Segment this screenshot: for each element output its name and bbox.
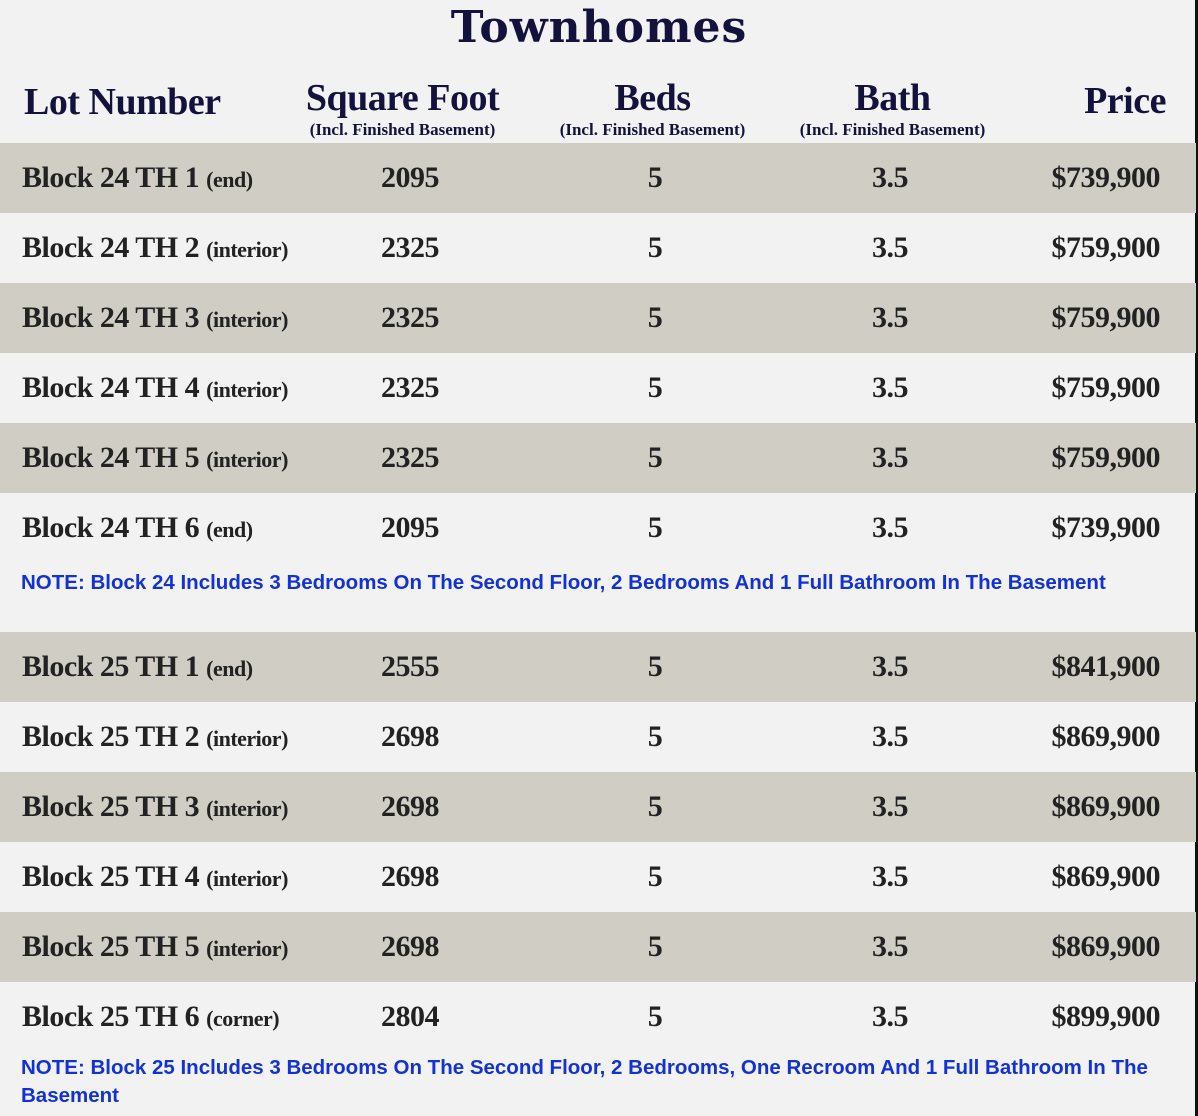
lot-number: Block 25 TH 4 [22,860,200,893]
table-row [0,632,1196,702]
lot-type: (interior) [206,237,288,262]
lot-cell [22,772,288,842]
beds-cell: 5 [647,231,663,264]
header-bath-sub: (Incl. Finished Basement) [799,120,986,139]
table-row [0,702,1196,772]
bath-cell: 3.5 [872,371,908,404]
price-cell: $869,900 [1051,720,1160,753]
lot-cell [22,842,288,912]
beds-cell: 5 [647,930,663,963]
table-row [0,982,1196,1052]
sqft-cell: 2325 [381,301,439,334]
lot-type: (interior) [206,866,288,891]
sqft-cell: 2804 [381,1000,439,1033]
lot-type: (end) [206,167,253,192]
lot-number: Block 24 TH 3 [22,301,200,334]
beds-cell: 5 [647,511,663,544]
lot-cell [22,702,288,772]
bath-cell: 3.5 [872,930,908,963]
lot-cell [22,982,279,1052]
lot-type: (interior) [206,307,288,332]
table-row [0,423,1196,493]
beds-cell: 5 [647,860,663,893]
price-cell: $759,900 [1051,371,1160,404]
header-lot-number [24,80,221,124]
price-cell: $899,900 [1051,1000,1160,1033]
header-square-foot [280,76,525,140]
lot-type: (end) [206,517,253,542]
lot-number: Block 25 TH 6 [22,1000,200,1033]
lot-cell [22,912,288,982]
lot-number: Block 24 TH 6 [22,511,200,544]
price-cell: $759,900 [1051,441,1160,474]
bath-cell: 3.5 [872,231,908,264]
lot-type: (interior) [206,447,288,472]
lot-number: Block 24 TH 1 [22,161,200,194]
header-square-foot-sub: (Incl. Finished Basement) [309,120,496,139]
block-25-note: NOTE: Block 25 Includes 3 Bedrooms On The Second Floor, 2 Bedrooms, One Recroom And 1 Full Bathroom In The Basement [21,1056,1148,1107]
lot-number: Block 24 TH 4 [22,371,200,404]
bath-cell: 3.5 [872,720,908,753]
header-lot-number-label: Lot Number [24,81,221,123]
header-square-foot-label: Square Foot [305,77,500,119]
sqft-cell: 2698 [381,860,439,893]
header-beds [535,76,770,140]
table-row [0,353,1196,423]
lot-cell [22,353,288,423]
lot-cell [22,632,253,702]
header-bath [775,76,1010,140]
lot-type: (interior) [206,936,288,961]
header-beds-label: Beds [614,77,691,119]
table-row [0,143,1196,213]
sqft-cell: 2555 [381,650,439,683]
lot-type: (interior) [206,377,288,402]
price-cell: $739,900 [1051,161,1160,194]
lot-number: Block 25 TH 2 [22,720,200,753]
beds-cell: 5 [647,720,663,753]
lot-number: Block 25 TH 5 [22,930,200,963]
lot-cell [22,493,253,563]
beds-cell: 5 [647,650,663,683]
lot-type: (interior) [206,796,288,821]
price-cell: $869,900 [1051,860,1160,893]
table-row [0,283,1196,353]
table-row [0,772,1196,842]
table-row [0,493,1196,563]
beds-cell: 5 [647,161,663,194]
page-title: Townhomes [450,2,748,53]
bath-cell: 3.5 [872,301,908,334]
price-cell: $841,900 [1051,650,1160,683]
lot-cell [22,423,288,493]
bath-cell: 3.5 [872,790,908,823]
sqft-cell: 2325 [381,441,439,474]
lot-type: (interior) [206,726,288,751]
lot-cell [22,143,253,213]
sqft-cell: 2325 [381,371,439,404]
lot-number: Block 25 TH 3 [22,790,200,823]
beds-cell: 5 [647,371,663,404]
header-beds-sub: (Incl. Finished Basement) [559,120,746,139]
sqft-cell: 2325 [381,231,439,264]
table-row [0,213,1196,283]
bath-cell: 3.5 [872,161,908,194]
beds-cell: 5 [647,301,663,334]
price-cell: $759,900 [1051,231,1160,264]
lot-cell [22,213,288,283]
sqft-cell: 2698 [381,790,439,823]
table-row [0,842,1196,912]
lot-cell [22,283,288,353]
bath-cell: 3.5 [872,441,908,474]
table-row [0,912,1196,982]
header-bath-label: Bath [854,77,931,119]
beds-cell: 5 [647,1000,663,1033]
bath-cell: 3.5 [872,650,908,683]
sqft-cell: 2698 [381,720,439,753]
price-cell: $759,900 [1051,301,1160,334]
header-price-label: Price [1084,80,1166,122]
bath-cell: 3.5 [872,860,908,893]
sqft-cell: 2095 [381,161,439,194]
lot-type: (corner) [206,1006,280,1031]
lot-number: Block 25 TH 1 [22,650,200,683]
beds-cell: 5 [647,441,663,474]
lot-type: (end) [206,656,253,681]
header-price [1060,79,1190,123]
lot-number: Block 24 TH 5 [22,441,200,474]
beds-cell: 5 [647,790,663,823]
bath-cell: 3.5 [872,1000,908,1033]
price-cell: $869,900 [1051,790,1160,823]
price-cell: $869,900 [1051,930,1160,963]
block-24-note: NOTE: Block 24 Includes 3 Bedrooms On The Second Floor, 2 Bedrooms And 1 Full Bathroom In The Basement [21,571,1106,594]
bath-cell: 3.5 [872,511,908,544]
lot-number: Block 24 TH 2 [22,231,200,264]
price-cell: $739,900 [1051,511,1160,544]
sqft-cell: 2698 [381,930,439,963]
sqft-cell: 2095 [381,511,439,544]
